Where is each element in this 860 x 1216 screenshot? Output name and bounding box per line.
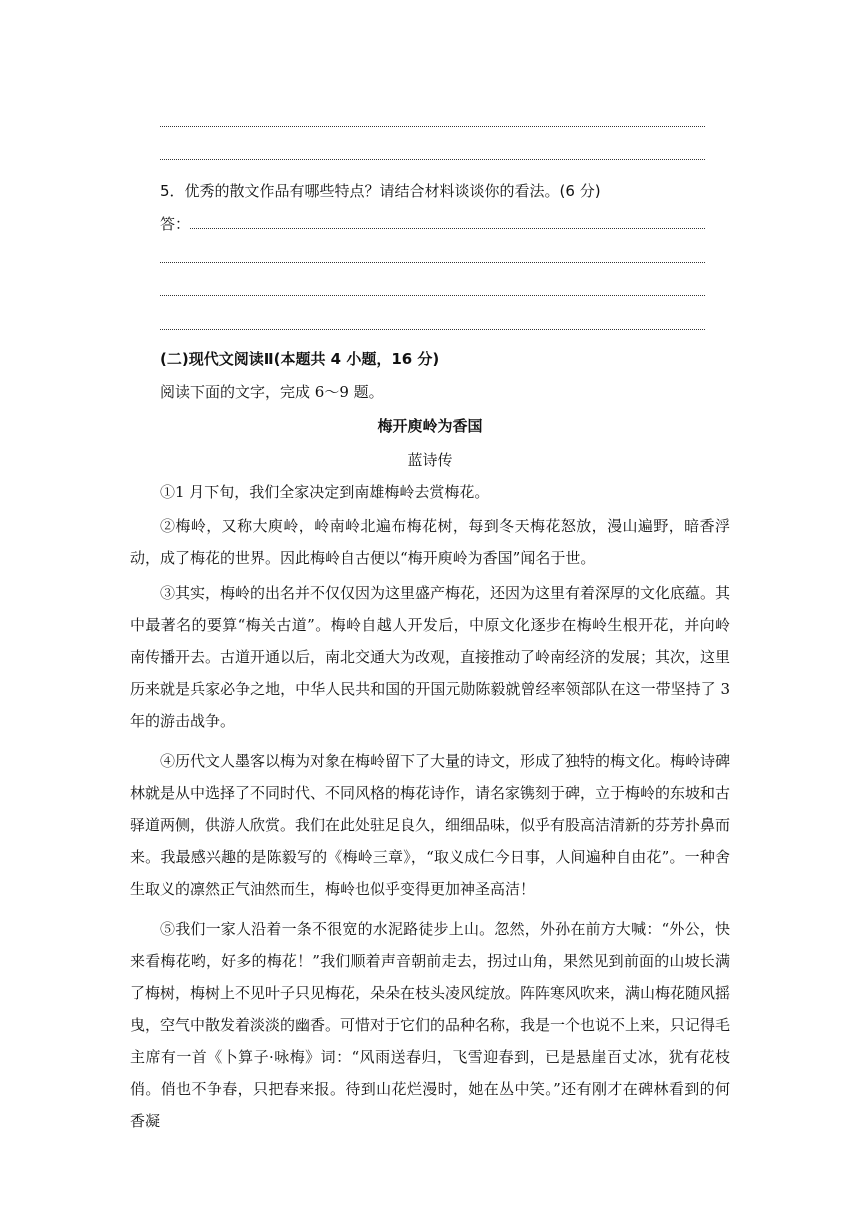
section-instruction: 阅读下面的文字，完成 6～9 题。 bbox=[160, 383, 384, 401]
paragraph-5: ⑤我们一家人沿着一条不很宽的水泥路徒步上山。忽然，外孙在前方大喊：“外公，快来看梅花哟，好多的梅花！”我们顺着声音朝前走去，拐过山角，果然见到前面的山坡长满了梅树，梅树上不见叶子只见梅花，朵朵在枝头凌风绽放。阵阵寒风吹来，满山梅花随风摇曳，空气中散发着淡淡的幽香。可惜对于它们的品种名称，我是一个也说不上来，只记得毛主席有一首《卜算子·咏梅》词：“风雨送春归，飞雪迎春到，已是悬崖百丈冰，犹有花枝俏。俏也不争春，只把春来报。待到山花烂漫时，她在丛中笑。”还有刚才在碑林看到的何香凝 bbox=[130, 920, 731, 1130]
answer-label: 答： bbox=[160, 215, 191, 233]
answer-line[interactable] bbox=[160, 295, 705, 296]
paragraph-4: ④历代文人墨客以梅为对象在梅岭留下了大量的诗文，形成了独特的梅文化。梅岭诗碑林就是从中选择了不同时代、不同风格的梅花诗作，请名家镌刻于碑，立于梅岭的东坡和古驿道两侧，供游人欣赏。我们在此处驻足良久，细细品味，似乎有股高洁清新的芬芳扑鼻而来。我最感兴趣的是陈毅写的《梅岭三章》，“取义成仁今日事，人间遍种自由花”。一种舍生取义的凛然正气油然而生，梅岭也似乎变得更加神圣高洁！ bbox=[130, 752, 731, 898]
paragraph-1: ①1 月下旬，我们全家决定到南雄梅岭去赏梅花。 bbox=[160, 483, 490, 501]
answer-line[interactable] bbox=[190, 228, 705, 229]
section-heading: (二)现代文阅读Ⅱ(本题共 4 小题，16 分) bbox=[160, 350, 440, 368]
answer-line[interactable] bbox=[160, 126, 705, 127]
paragraph-3: ③其实，梅岭的出名并不仅仅因为这里盛产梅花，还因为这里有着深厚的文化底蕴。其中最著名的要算“梅关古道”。梅岭自越人开发后，中原文化逐步在梅岭生根开花，并向岭南传播开去。古道开通以后，南北交通大为改观，直接推动了岭南经济的发展；其次，这里历来就是兵家必争之地，中华人民共和国的开国元勋陈毅就曾经率领部队在这一带坚持了 3 年的游击战争。 bbox=[130, 584, 731, 730]
answer-line[interactable] bbox=[160, 262, 705, 263]
answer-line[interactable] bbox=[160, 159, 705, 160]
article-author: 蓝诗传 bbox=[407, 451, 453, 469]
question-5: 5．优秀的散文作品有哪些特点？请结合材料谈谈你的看法。(6 分) bbox=[160, 182, 601, 200]
answer-line[interactable] bbox=[160, 329, 705, 330]
article-title: 梅开庾岭为香国 bbox=[377, 417, 483, 435]
paragraph-2: ②梅岭，又称大庾岭，岭南岭北遍布梅花树，每到冬天梅花怒放，漫山遍野，暗香浮动，成了梅花的世界。因此梅岭自古便以“梅开庾岭为香国”闻名于世。 bbox=[130, 517, 730, 567]
